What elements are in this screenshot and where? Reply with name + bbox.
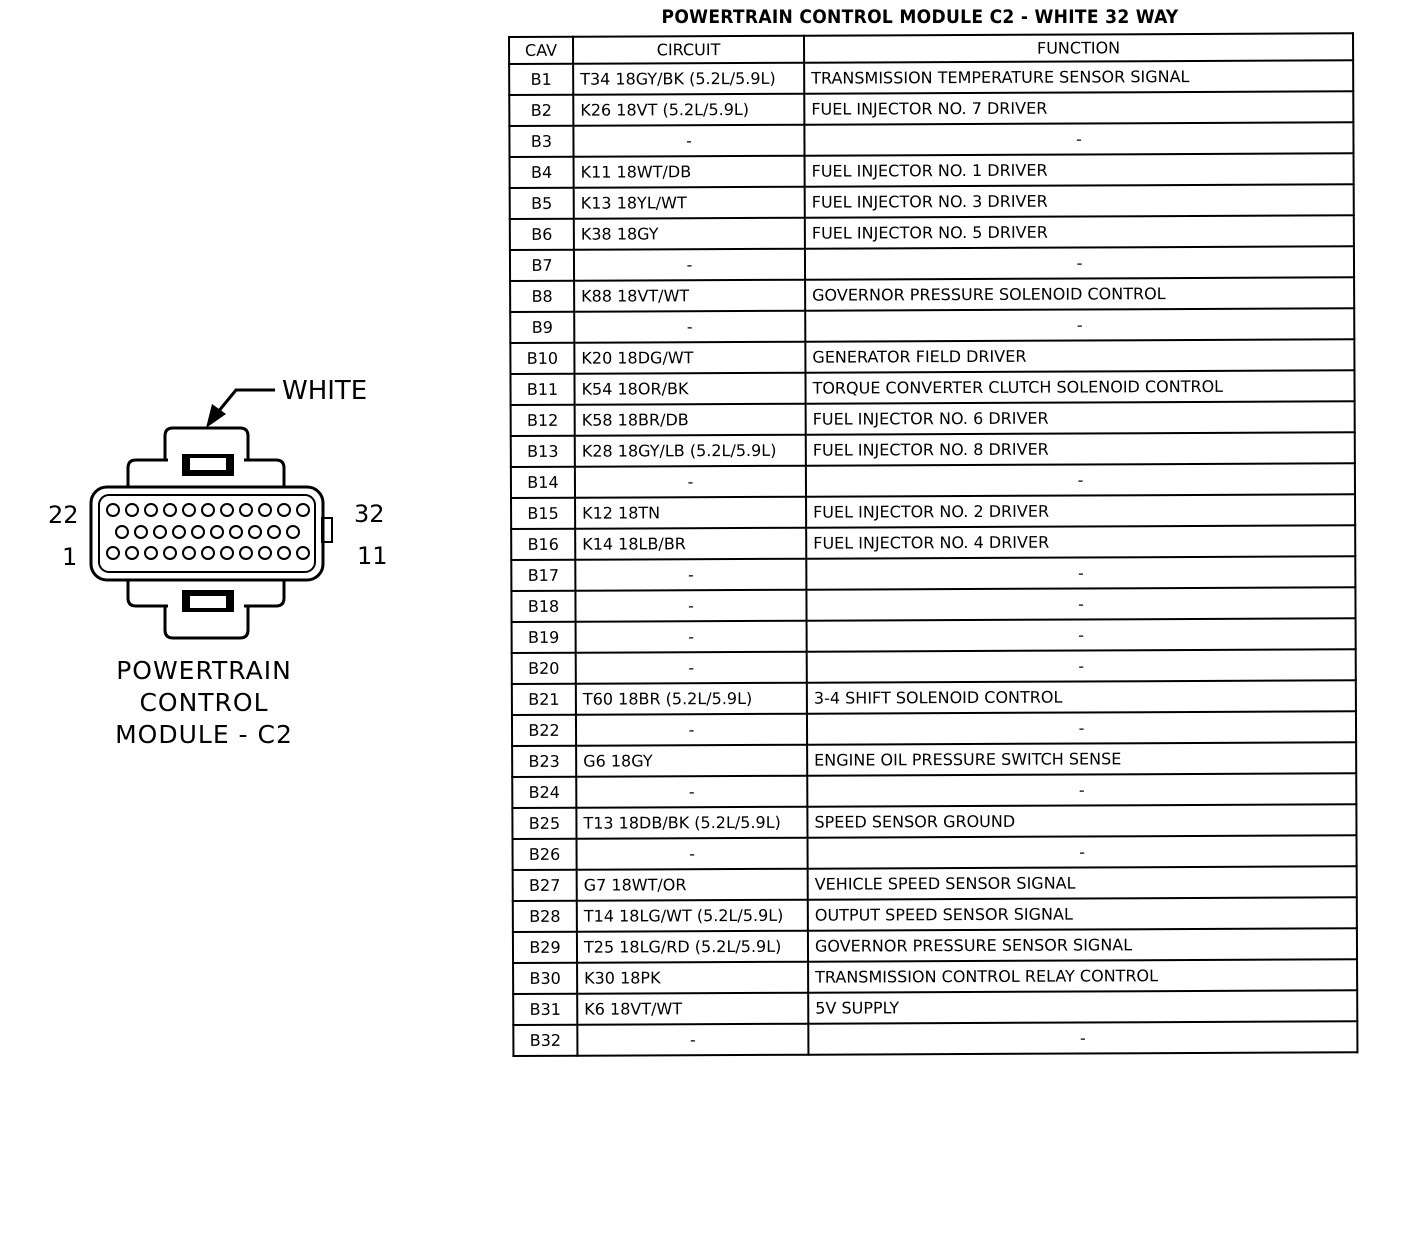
cell-cav: B29 xyxy=(513,932,577,963)
table-row xyxy=(510,339,1354,374)
cell-cav: B13 xyxy=(511,436,575,467)
cell-cav: B14 xyxy=(511,467,575,498)
cell-cav: B2 xyxy=(509,95,573,126)
cell-function: FUEL INJECTOR NO. 2 DRIVER xyxy=(806,494,1355,527)
table-row xyxy=(511,463,1355,498)
table-row xyxy=(509,91,1353,126)
cell-cav: B15 xyxy=(511,498,575,529)
cell-circuit: K11 18WT/DB xyxy=(574,156,805,188)
cell-function: 3-4 SHIFT SOLENOID CONTROL xyxy=(807,680,1356,713)
cell-circuit: - xyxy=(574,249,805,281)
cell-cav: B3 xyxy=(509,126,573,157)
cell-function: - xyxy=(808,835,1357,868)
bottom-latch xyxy=(165,590,248,638)
cell-circuit: - xyxy=(574,311,805,343)
cell-cav: B23 xyxy=(512,746,576,777)
table-row xyxy=(510,153,1354,188)
cell-cav: B4 xyxy=(510,157,574,188)
cell-function: TRANSMISSION TEMPERATURE SENSOR SIGNAL xyxy=(804,60,1353,93)
connector-caption-line-3: MODULE - C2 xyxy=(115,720,293,749)
cell-circuit: - xyxy=(576,621,807,653)
cell-circuit: - xyxy=(575,466,806,498)
cell-function: FUEL INJECTOR NO. 6 DRIVER xyxy=(806,401,1355,434)
cell-function: FUEL INJECTOR NO. 8 DRIVER xyxy=(806,432,1355,465)
cell-circuit: - xyxy=(577,838,808,870)
table-row xyxy=(513,959,1357,994)
cell-cav: B25 xyxy=(512,808,576,839)
cell-function: - xyxy=(804,122,1353,155)
cell-cav: B7 xyxy=(510,250,574,281)
pin-label-32: 32 xyxy=(354,500,385,528)
cell-cav: B10 xyxy=(510,343,574,374)
table-row xyxy=(510,246,1354,281)
connector-body-inner xyxy=(99,495,315,572)
cell-cav: B9 xyxy=(510,312,574,343)
leader-arrow xyxy=(206,390,275,428)
cell-function: VEHICLE SPEED SENSOR SIGNAL xyxy=(808,866,1357,899)
cell-circuit: T34 18GY/BK (5.2L/5.9L) xyxy=(573,63,804,95)
cell-cav: B16 xyxy=(511,529,575,560)
cell-circuit: T25 18LG/RD (5.2L/5.9L) xyxy=(577,931,808,963)
table-row xyxy=(512,680,1356,715)
cell-function: - xyxy=(808,1021,1357,1054)
table-row xyxy=(511,525,1355,560)
cell-cav: B22 xyxy=(512,715,576,746)
connector-color-label: WHITE xyxy=(282,376,368,406)
table-row xyxy=(511,432,1355,467)
cell-circuit: - xyxy=(576,714,807,746)
cell-circuit: K20 18DG/WT xyxy=(574,342,805,374)
table-header-row xyxy=(509,33,1353,64)
cell-cav: B12 xyxy=(511,405,575,436)
cell-function: TRANSMISSION CONTROL RELAY CONTROL xyxy=(808,959,1357,992)
cell-circuit: K30 18PK xyxy=(577,962,808,994)
cell-circuit: - xyxy=(573,125,804,157)
cell-function: FUEL INJECTOR NO. 7 DRIVER xyxy=(804,91,1353,124)
cell-function: - xyxy=(807,618,1356,651)
cell-function: GOVERNOR PRESSURE SENSOR SIGNAL xyxy=(808,928,1357,961)
table-row xyxy=(510,308,1354,343)
cell-cav: B31 xyxy=(513,994,577,1025)
header-function: FUNCTION xyxy=(804,33,1353,62)
table-row xyxy=(510,370,1354,405)
cell-circuit: - xyxy=(575,590,806,622)
table-row xyxy=(509,122,1353,157)
cell-function: GENERATOR FIELD DRIVER xyxy=(805,339,1354,372)
cell-cav: B6 xyxy=(510,219,574,250)
header-circuit: CIRCUIT xyxy=(573,36,804,64)
cell-cav: B26 xyxy=(513,839,577,870)
connector-diagram xyxy=(0,0,480,800)
table-row xyxy=(510,184,1354,219)
cell-circuit: K14 18LB/BR xyxy=(575,528,806,560)
cell-circuit: T14 18LG/WT (5.2L/5.9L) xyxy=(577,900,808,932)
cell-function: - xyxy=(806,463,1355,496)
cell-circuit: K28 18GY/LB (5.2L/5.9L) xyxy=(575,435,806,467)
cell-function: GOVERNOR PRESSURE SOLENOID CONTROL xyxy=(805,277,1354,310)
cell-cav: B24 xyxy=(512,777,576,808)
table-row xyxy=(512,742,1356,777)
connector-caption-line-1: POWERTRAIN xyxy=(116,656,292,685)
cell-cav: B30 xyxy=(513,963,577,994)
cell-circuit: G7 18WT/OR xyxy=(577,869,808,901)
table-title: POWERTRAIN CONTROL MODULE C2 - WHITE 32 WAY xyxy=(661,6,1179,28)
cell-function: - xyxy=(806,587,1355,620)
cell-cav: B1 xyxy=(509,64,573,95)
cell-cav: B28 xyxy=(513,901,577,932)
cell-circuit: K88 18VT/WT xyxy=(574,280,805,312)
cell-function: - xyxy=(805,308,1354,341)
table-row xyxy=(512,804,1356,839)
table-row xyxy=(512,711,1356,746)
cell-circuit: K58 18BR/DB xyxy=(575,404,806,436)
cell-circuit: K26 18VT (5.2L/5.9L) xyxy=(573,94,804,126)
pin-label-1: 1 xyxy=(62,543,78,571)
cell-circuit: K12 18TN xyxy=(575,497,806,529)
table-row xyxy=(513,1021,1357,1056)
cell-cav: B5 xyxy=(510,188,574,219)
top-latch xyxy=(165,428,248,476)
table-row xyxy=(510,215,1354,250)
cell-circuit: T60 18BR (5.2L/5.9L) xyxy=(576,683,807,715)
cell-cav: B32 xyxy=(513,1025,577,1056)
cell-function: OUTPUT SPEED SENSOR SIGNAL xyxy=(808,897,1357,930)
cell-circuit: - xyxy=(575,559,806,591)
cell-function: - xyxy=(807,711,1356,744)
table-row xyxy=(511,587,1355,622)
cell-circuit: K6 18VT/WT xyxy=(577,993,808,1025)
cell-function: - xyxy=(806,556,1355,589)
connector-caption-line-2: CONTROL xyxy=(139,688,269,717)
cell-circuit: K54 18OR/BK xyxy=(574,373,805,405)
cell-circuit: K13 18YL/WT xyxy=(574,187,805,219)
table-body xyxy=(509,60,1357,1056)
cell-function: 5V SUPPLY xyxy=(808,990,1357,1023)
cell-function: TORQUE CONVERTER CLUTCH SOLENOID CONTROL xyxy=(805,370,1354,403)
cell-circuit: G6 18GY xyxy=(576,745,807,777)
table-row xyxy=(510,277,1354,312)
table-row xyxy=(513,835,1357,870)
cell-function: - xyxy=(805,246,1354,279)
cell-cav: B18 xyxy=(511,591,575,622)
cell-function: SPEED SENSOR GROUND xyxy=(807,804,1356,837)
cell-function: - xyxy=(807,773,1356,806)
cell-circuit: - xyxy=(576,776,807,808)
cell-cav: B11 xyxy=(510,374,574,405)
table-row xyxy=(512,773,1356,808)
cell-function: FUEL INJECTOR NO. 3 DRIVER xyxy=(805,184,1354,217)
header-cav: CAV xyxy=(509,37,573,64)
cell-cav: B27 xyxy=(513,870,577,901)
table-row xyxy=(513,897,1357,932)
table-row xyxy=(513,866,1357,901)
cell-cav: B19 xyxy=(512,622,576,653)
pin-label-22: 22 xyxy=(48,501,79,529)
cell-cav: B17 xyxy=(511,560,575,591)
cell-cav: B8 xyxy=(510,281,574,312)
pin-label-11: 11 xyxy=(357,542,388,570)
pin-holes xyxy=(107,504,309,559)
cell-function: ENGINE OIL PRESSURE SWITCH SENSE xyxy=(807,742,1356,775)
cell-function: - xyxy=(807,649,1356,682)
cell-cav: B21 xyxy=(512,684,576,715)
table-row xyxy=(511,494,1355,529)
cell-function: FUEL INJECTOR NO. 4 DRIVER xyxy=(806,525,1355,558)
cell-circuit: T13 18DB/BK (5.2L/5.9L) xyxy=(576,807,807,839)
table-row xyxy=(513,928,1357,963)
table-row xyxy=(512,618,1356,653)
cell-function: FUEL INJECTOR NO. 5 DRIVER xyxy=(805,215,1354,248)
cell-circuit: K38 18GY xyxy=(574,218,805,250)
table-row xyxy=(511,556,1355,591)
table-row xyxy=(511,401,1355,436)
table-row xyxy=(513,990,1357,1025)
table-row xyxy=(509,60,1353,95)
table-row xyxy=(512,649,1356,684)
cell-circuit: - xyxy=(577,1024,808,1056)
pinout-table xyxy=(508,32,1358,1057)
cell-circuit: - xyxy=(576,652,807,684)
cell-function: FUEL INJECTOR NO. 1 DRIVER xyxy=(805,153,1354,186)
cell-cav: B20 xyxy=(512,653,576,684)
